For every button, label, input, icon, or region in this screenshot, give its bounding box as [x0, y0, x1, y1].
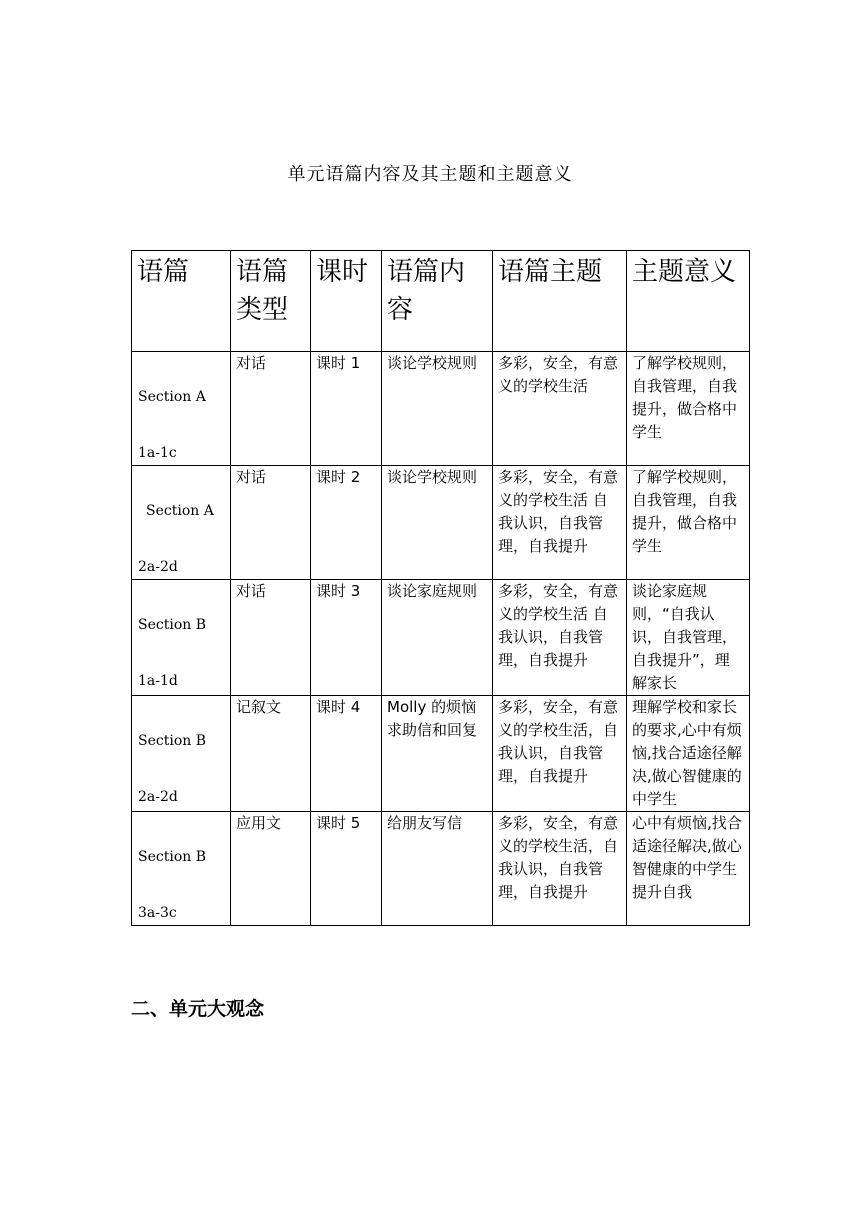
content-cell: 谈论学校规则: [382, 466, 493, 580]
section-cell: [132, 580, 231, 696]
section-cell: [132, 466, 231, 580]
header-text: 语篇: [132, 251, 231, 352]
type-cell: 对话: [231, 580, 311, 696]
section-label: Section A: [146, 503, 214, 519]
table-header-row: [132, 251, 750, 352]
header-lesson: 课时: [311, 251, 382, 352]
type-cell: 记叙文: [231, 696, 311, 812]
lesson-cell: 课时 2: [311, 466, 382, 580]
unit-content-table: [131, 250, 750, 926]
meaning-cell: 心中有烦恼,找合适途径解决,做心智健康的中学生提升自我: [627, 812, 750, 926]
section-range: 1a-1d: [138, 673, 178, 689]
table-row: [132, 812, 750, 926]
table-row: [132, 352, 750, 466]
section-range: 3a-3c: [138, 905, 177, 921]
header-type: 语篇类型: [231, 251, 311, 352]
table-row: [132, 466, 750, 580]
meaning-cell: 理解学校和家长的要求,心中有烦恼,找合适途径解决,做心智健康的中学生: [627, 696, 750, 812]
section-range: 2a-2d: [138, 789, 178, 805]
content-cell: 谈论家庭规则: [382, 580, 493, 696]
type-cell: 对话: [231, 352, 311, 466]
table-row: [132, 580, 750, 696]
content-cell: 给朋友写信: [382, 812, 493, 926]
type-cell: 应用文: [231, 812, 311, 926]
meaning-cell: 了解学校规则，自我管理，自我提升，做合格中学生: [627, 352, 750, 466]
content-cell: Molly 的烦恼求助信和回复: [382, 696, 493, 812]
theme-cell: 多彩，安全，有意义的学校生活 自我认识，自我管理，自我提升: [493, 580, 627, 696]
section-label: Section B: [138, 849, 207, 865]
section-label: Section B: [138, 733, 207, 749]
page-title: 单元语篇内容及其主题和主题意义: [287, 164, 573, 185]
section-cell: [132, 352, 231, 466]
section-range: 1a-1c: [138, 445, 177, 461]
section-cell: [132, 696, 231, 812]
lesson-cell: 课时 5: [311, 812, 382, 926]
theme-cell: 多彩，安全，有意义的学校生活，自我认识，自我管理，自我提升: [493, 812, 627, 926]
theme-cell: 多彩，安全，有意义的学校生活 自我认识，自我管理，自我提升: [493, 466, 627, 580]
section-range: 2a-2d: [138, 559, 178, 575]
theme-cell: 多彩，安全，有意义的学校生活，自我认识，自我管理，自我提升: [493, 696, 627, 812]
header-meaning: 主题意义: [627, 251, 750, 352]
lesson-cell: 课时 1: [311, 352, 382, 466]
lesson-cell: 课时 4: [311, 696, 382, 812]
type-cell: 对话: [231, 466, 311, 580]
table-row: [132, 696, 750, 812]
section-label: Section A: [138, 389, 206, 405]
meaning-cell: 了解学校规则，自我管理，自我提升，做合格中学生: [627, 466, 750, 580]
section-heading: 二、单元大观念: [131, 998, 265, 1020]
content-cell: 谈论学校规则: [382, 352, 493, 466]
meaning-cell: 谈论家庭规则，“自我认识，自我管理，自我提升”，理解家长: [627, 580, 750, 696]
header-theme: 语篇主题: [493, 251, 627, 352]
section-cell: [132, 812, 231, 926]
header-content: 语篇内容: [382, 251, 493, 352]
lesson-cell: 课时 3: [311, 580, 382, 696]
theme-cell: 多彩，安全，有意义的学校生活: [493, 352, 627, 466]
section-label: Section B: [138, 617, 207, 633]
